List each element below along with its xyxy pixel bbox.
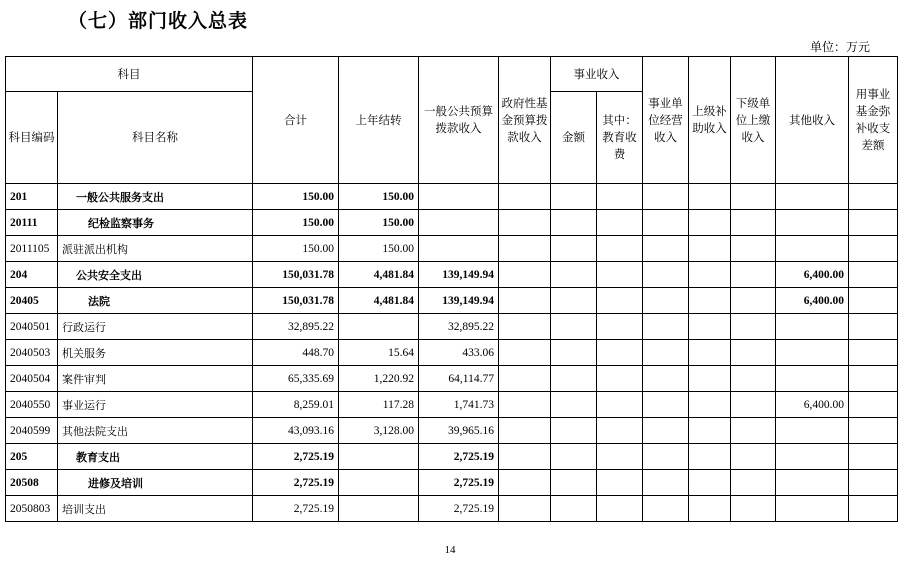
- cell-lower-remit: [731, 366, 776, 392]
- table-row: [6, 392, 898, 418]
- cell-total: 448.70: [253, 340, 339, 366]
- cell-name: 培训支出: [58, 496, 253, 522]
- cell-lower-remit: [731, 392, 776, 418]
- cell-total: 2,725.19: [253, 496, 339, 522]
- cell-unit-operation: [643, 314, 689, 340]
- cell-unit-operation: [643, 340, 689, 366]
- cell-upper-subsidy: [689, 366, 731, 392]
- header-upper-subsidy: 上级补助收入: [689, 57, 731, 184]
- cell-upper-subsidy: [689, 184, 731, 210]
- cell-edu-fee: [597, 340, 643, 366]
- cell-other-income: 6,400.00: [776, 262, 849, 288]
- cell-fund-budget: [499, 288, 551, 314]
- cell-carryover: [339, 496, 419, 522]
- cell-name: 教育支出: [58, 444, 253, 470]
- cell-lower-remit: [731, 340, 776, 366]
- cell-code: 2040599: [6, 418, 58, 444]
- table-row: [6, 366, 898, 392]
- cell-name: 公共安全支出: [58, 262, 253, 288]
- page-title: （七）部门收入总表: [68, 10, 249, 32]
- cell-total: 32,895.22: [253, 314, 339, 340]
- cell-lower-remit: [731, 288, 776, 314]
- cell-carryover: [339, 444, 419, 470]
- cell-business-amount: [551, 444, 597, 470]
- cell-fund-budget: [499, 340, 551, 366]
- cell-edu-fee: [597, 314, 643, 340]
- cell-fund-budget: [499, 184, 551, 210]
- cell-code: 2011105: [6, 236, 58, 262]
- cell-upper-subsidy: [689, 340, 731, 366]
- cell-general-budget: [419, 184, 499, 210]
- cell-lower-remit: [731, 262, 776, 288]
- cell-unit-operation: [643, 262, 689, 288]
- cell-carryover: 15.64: [339, 340, 419, 366]
- cell-fund-budget: [499, 444, 551, 470]
- cell-reserve-fund: [849, 392, 898, 418]
- cell-fund-budget: [499, 392, 551, 418]
- cell-code: 2040504: [6, 366, 58, 392]
- cell-general-budget: 39,965.16: [419, 418, 499, 444]
- cell-upper-subsidy: [689, 314, 731, 340]
- cell-total: 150.00: [253, 210, 339, 236]
- table-row: [6, 236, 898, 262]
- cell-general-budget: 2,725.19: [419, 444, 499, 470]
- cell-general-budget: 64,114.77: [419, 366, 499, 392]
- header-code: 科目编码: [6, 92, 58, 184]
- cell-unit-operation: [643, 210, 689, 236]
- cell-business-amount: [551, 340, 597, 366]
- header-other-income: 其他收入: [776, 57, 849, 184]
- table-row: [6, 288, 898, 314]
- cell-total: 43,093.16: [253, 418, 339, 444]
- cell-upper-subsidy: [689, 418, 731, 444]
- cell-upper-subsidy: [689, 262, 731, 288]
- cell-code: 20111: [6, 210, 58, 236]
- cell-general-budget: 139,149.94: [419, 262, 499, 288]
- cell-upper-subsidy: [689, 470, 731, 496]
- cell-other-income: [776, 444, 849, 470]
- cell-unit-operation: [643, 418, 689, 444]
- cell-business-amount: [551, 470, 597, 496]
- table-row: [6, 418, 898, 444]
- header-amount: 金额: [551, 92, 597, 184]
- page-number: 14: [444, 544, 456, 556]
- cell-other-income: [776, 184, 849, 210]
- cell-name: 法院: [58, 288, 253, 314]
- header-edu-fee: 其中：教育收费: [597, 92, 643, 184]
- cell-other-income: [776, 314, 849, 340]
- cell-edu-fee: [597, 288, 643, 314]
- cell-edu-fee: [597, 496, 643, 522]
- table-row: [6, 340, 898, 366]
- cell-business-amount: [551, 496, 597, 522]
- cell-fund-budget: [499, 210, 551, 236]
- table-row: [6, 184, 898, 210]
- cell-total: 150.00: [253, 184, 339, 210]
- cell-carryover: 1,220.92: [339, 366, 419, 392]
- cell-carryover: 150.00: [339, 184, 419, 210]
- cell-reserve-fund: [849, 340, 898, 366]
- cell-code: 2040501: [6, 314, 58, 340]
- cell-other-income: [776, 210, 849, 236]
- cell-edu-fee: [597, 262, 643, 288]
- cell-unit-operation: [643, 366, 689, 392]
- cell-unit-operation: [643, 470, 689, 496]
- table-body: [6, 184, 898, 522]
- cell-business-amount: [551, 236, 597, 262]
- cell-reserve-fund: [849, 496, 898, 522]
- cell-general-budget: 433.06: [419, 340, 499, 366]
- cell-code: 2050803: [6, 496, 58, 522]
- cell-carryover: 4,481.84: [339, 288, 419, 314]
- cell-code: 20405: [6, 288, 58, 314]
- cell-carryover: 150.00: [339, 236, 419, 262]
- cell-carryover: 150.00: [339, 210, 419, 236]
- cell-total: 150,031.78: [253, 288, 339, 314]
- cell-other-income: [776, 366, 849, 392]
- cell-business-amount: [551, 314, 597, 340]
- cell-reserve-fund: [849, 314, 898, 340]
- cell-code: 204: [6, 262, 58, 288]
- header-lower-remit: 下级单位上缴收入: [731, 57, 776, 184]
- header-general-budget: 一般公共预算拨款收入: [419, 57, 499, 184]
- cell-lower-remit: [731, 314, 776, 340]
- cell-general-budget: [419, 236, 499, 262]
- cell-total: 150,031.78: [253, 262, 339, 288]
- cell-carryover: 4,481.84: [339, 262, 419, 288]
- cell-fund-budget: [499, 418, 551, 444]
- cell-lower-remit: [731, 236, 776, 262]
- cell-total: 2,725.19: [253, 470, 339, 496]
- cell-unit-operation: [643, 496, 689, 522]
- cell-general-budget: 2,725.19: [419, 470, 499, 496]
- cell-upper-subsidy: [689, 496, 731, 522]
- cell-unit-operation: [643, 236, 689, 262]
- cell-edu-fee: [597, 210, 643, 236]
- cell-edu-fee: [597, 366, 643, 392]
- cell-general-budget: 32,895.22: [419, 314, 499, 340]
- cell-edu-fee: [597, 184, 643, 210]
- header-name: 科目名称: [58, 92, 253, 184]
- table-row: [6, 314, 898, 340]
- header-business-income: 事业收入: [551, 57, 643, 92]
- cell-fund-budget: [499, 496, 551, 522]
- cell-total: 8,259.01: [253, 392, 339, 418]
- cell-lower-remit: [731, 184, 776, 210]
- cell-name: 其他法院支出: [58, 418, 253, 444]
- cell-lower-remit: [731, 210, 776, 236]
- cell-other-income: 6,400.00: [776, 288, 849, 314]
- table-row: [6, 262, 898, 288]
- cell-upper-subsidy: [689, 210, 731, 236]
- cell-unit-operation: [643, 184, 689, 210]
- cell-business-amount: [551, 184, 597, 210]
- header-carryover: 上年结转: [339, 57, 419, 184]
- cell-name: 一般公共服务支出: [58, 184, 253, 210]
- table-row: [6, 496, 898, 522]
- cell-carryover: 117.28: [339, 392, 419, 418]
- cell-lower-remit: [731, 470, 776, 496]
- cell-reserve-fund: [849, 444, 898, 470]
- cell-lower-remit: [731, 444, 776, 470]
- cell-carryover: [339, 470, 419, 496]
- cell-business-amount: [551, 418, 597, 444]
- cell-edu-fee: [597, 392, 643, 418]
- cell-other-income: [776, 236, 849, 262]
- cell-total: 2,725.19: [253, 444, 339, 470]
- cell-lower-remit: [731, 496, 776, 522]
- cell-reserve-fund: [849, 418, 898, 444]
- cell-other-income: [776, 418, 849, 444]
- cell-code: 201: [6, 184, 58, 210]
- cell-other-income: [776, 470, 849, 496]
- cell-code: 20508: [6, 470, 58, 496]
- cell-lower-remit: [731, 418, 776, 444]
- cell-reserve-fund: [849, 184, 898, 210]
- cell-edu-fee: [597, 236, 643, 262]
- cell-other-income: [776, 496, 849, 522]
- cell-carryover: [339, 314, 419, 340]
- cell-fund-budget: [499, 366, 551, 392]
- cell-reserve-fund: [849, 210, 898, 236]
- cell-business-amount: [551, 262, 597, 288]
- header-subject: 科目: [6, 57, 253, 92]
- cell-edu-fee: [597, 418, 643, 444]
- cell-reserve-fund: [849, 236, 898, 262]
- cell-fund-budget: [499, 262, 551, 288]
- cell-code: 205: [6, 444, 58, 470]
- cell-fund-budget: [499, 236, 551, 262]
- cell-name: 进修及培训: [58, 470, 253, 496]
- cell-edu-fee: [597, 470, 643, 496]
- cell-code: 2040550: [6, 392, 58, 418]
- table-row: [6, 210, 898, 236]
- cell-general-budget: 1,741.73: [419, 392, 499, 418]
- cell-upper-subsidy: [689, 288, 731, 314]
- cell-general-budget: 139,149.94: [419, 288, 499, 314]
- cell-fund-budget: [499, 470, 551, 496]
- header-reserve-fund: 用事业基金弥补收支差额: [849, 57, 898, 184]
- cell-business-amount: [551, 392, 597, 418]
- cell-name: 派驻派出机构: [58, 236, 253, 262]
- cell-upper-subsidy: [689, 392, 731, 418]
- cell-unit-operation: [643, 392, 689, 418]
- cell-reserve-fund: [849, 288, 898, 314]
- cell-business-amount: [551, 288, 597, 314]
- cell-name: 纪检监察事务: [58, 210, 253, 236]
- cell-general-budget: 2,725.19: [419, 496, 499, 522]
- cell-business-amount: [551, 210, 597, 236]
- header-total: 合计: [253, 57, 339, 184]
- cell-upper-subsidy: [689, 236, 731, 262]
- income-table: [5, 56, 898, 522]
- table-row: [6, 444, 898, 470]
- cell-unit-operation: [643, 288, 689, 314]
- cell-name: 案件审判: [58, 366, 253, 392]
- cell-name: 事业运行: [58, 392, 253, 418]
- cell-total: 150.00: [253, 236, 339, 262]
- cell-reserve-fund: [849, 470, 898, 496]
- cell-fund-budget: [499, 314, 551, 340]
- unit-label: 单位：万元: [809, 40, 870, 54]
- cell-other-income: 6,400.00: [776, 392, 849, 418]
- cell-code: 2040503: [6, 340, 58, 366]
- cell-reserve-fund: [849, 366, 898, 392]
- cell-name: 机关服务: [58, 340, 253, 366]
- header-fund-budget: 政府性基金预算拨款收入: [499, 57, 551, 184]
- cell-carryover: 3,128.00: [339, 418, 419, 444]
- cell-total: 65,335.69: [253, 366, 339, 392]
- cell-reserve-fund: [849, 262, 898, 288]
- cell-upper-subsidy: [689, 444, 731, 470]
- cell-business-amount: [551, 366, 597, 392]
- table-row: [6, 470, 898, 496]
- cell-name: 行政运行: [58, 314, 253, 340]
- cell-general-budget: [419, 210, 499, 236]
- cell-edu-fee: [597, 444, 643, 470]
- cell-unit-operation: [643, 444, 689, 470]
- cell-other-income: [776, 340, 849, 366]
- header-unit-operation: 事业单位经营收入: [643, 57, 689, 184]
